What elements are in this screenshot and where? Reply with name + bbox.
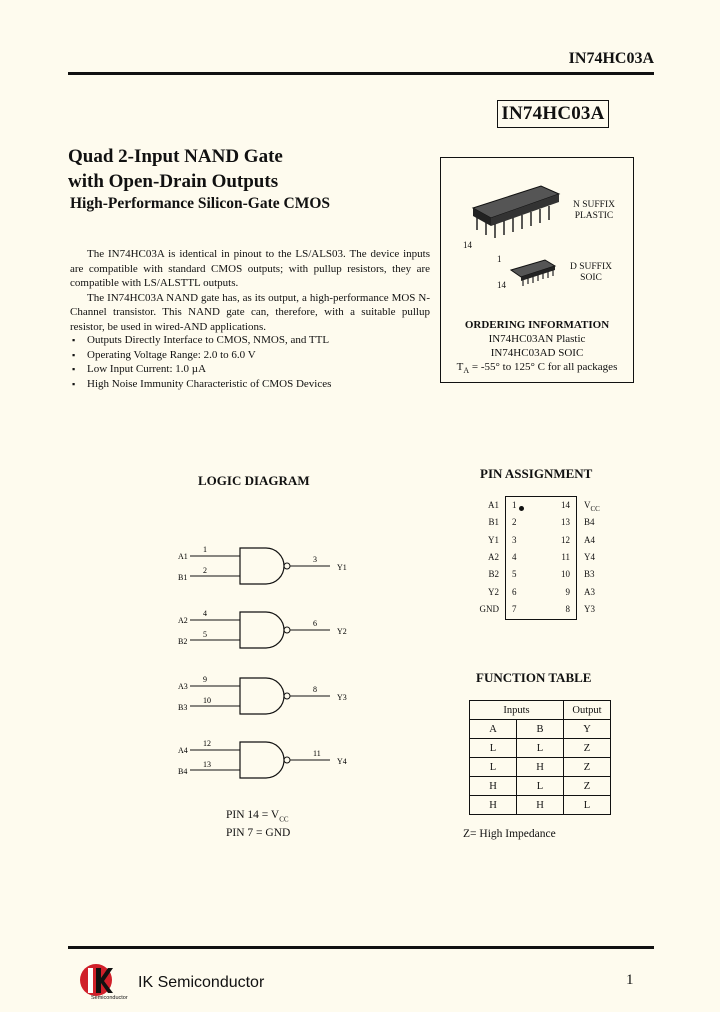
title-line-2: with Open-Drain Outputs (68, 171, 279, 192)
pin-y-label: 11 (313, 749, 321, 758)
pin-left-number: 3 (512, 534, 517, 545)
pin-assignment-heading: PIN ASSIGNMENT (480, 466, 593, 481)
pin-b-label: 10 (203, 696, 211, 705)
output-header: Output (564, 701, 611, 720)
pin-left-name: Y1 (488, 534, 499, 545)
pin-right-name: A3 (584, 586, 595, 597)
pin-b-label: 13 (203, 760, 211, 769)
logic-diagram (170, 540, 360, 780)
dip-pin1-label: 1 (497, 254, 502, 264)
input-a-label: A3 (178, 682, 188, 691)
pin-left-number: 4 (512, 551, 517, 562)
description-para-2: The IN74HC03A NAND gate has, as its output, a high-performance MOS N-Channel transistor. This NAND gate can, therefore, with a suitable pullup resistor, be used in wired-AND applications. (70, 291, 430, 333)
pin-a-label: 1 (203, 545, 207, 554)
inputs-header: Inputs (470, 701, 564, 720)
input-b-label: B3 (178, 703, 188, 712)
nand-gate-2 (178, 609, 347, 648)
pin-left-number: 5 (512, 569, 517, 580)
pin-left-name: B2 (488, 569, 499, 580)
input-b-label: B1 (178, 573, 188, 582)
pin-right-number: 10 (561, 569, 570, 580)
pin-right-number: 8 (565, 603, 570, 614)
footer-rule (68, 946, 654, 949)
ordering-line-2: IN74HC03AD SOIC (490, 347, 584, 359)
output-label: Y1 (337, 563, 347, 572)
pin-y-label: 6 (313, 619, 317, 628)
pin-right-number: 11 (561, 551, 570, 562)
header-rule (68, 72, 654, 75)
column-header: B (517, 720, 564, 739)
dip-pin14-label: 14 (463, 240, 472, 250)
soic-pin14-label: 14 (497, 280, 506, 290)
feature-item: ▪ Outputs Directly Interface to CMOS, NMOS, and TTL (70, 333, 430, 348)
pin-right-name: B3 (584, 569, 595, 580)
package-box (440, 157, 634, 383)
pin-right-number: 14 (561, 500, 570, 510)
pin-left-number: 2 (512, 517, 517, 528)
input-b-label: B4 (178, 767, 188, 776)
pin-right-name: Y4 (584, 551, 595, 562)
pin-left-name: A1 (488, 500, 499, 510)
package-illustration (441, 158, 633, 308)
table-row: H L Z (470, 777, 611, 796)
title-line-1: Quad 2-Input NAND Gate (68, 146, 283, 167)
dip-package-icon (473, 186, 559, 238)
d-suffix-label: D SUFFIX SOIC (570, 262, 612, 283)
description-para-1: The IN74HC03A is identical in pinout to the LS/ALS03. The device inputs are compatible with standard CMOS outputs; with pullup resistors, they are compatible with LS/ALSTTL outputs. (70, 248, 430, 290)
pin-b-label: 2 (203, 566, 207, 575)
output-label: Y4 (337, 757, 347, 766)
pin-a-label: 12 (203, 739, 211, 748)
subtitle: High-Performance Silicon-Gate CMOS (70, 195, 331, 212)
pin-y-label: 8 (313, 685, 317, 694)
pin-a-label: 4 (203, 609, 207, 618)
pin-y-label: 3 (313, 555, 317, 564)
feature-item: ▪ Operating Voltage Range: 2.0 to 6.0 V (70, 348, 430, 363)
nand-gate-3 (178, 675, 347, 714)
table-row: L H Z (470, 758, 611, 777)
logo-subtext: Semiconductor (91, 995, 128, 1001)
company-name: IK Semiconductor (138, 974, 265, 991)
n-suffix-label: N SUFFIX PLASTIC (573, 200, 615, 221)
nand-gate-1 (178, 545, 347, 584)
input-a-label: A1 (178, 552, 188, 561)
page-number: 1 (626, 972, 634, 988)
pin-b-label: 5 (203, 630, 207, 639)
pin-right-name: Y3 (584, 603, 595, 614)
input-b-label: B2 (178, 637, 188, 646)
input-a-label: A4 (178, 746, 188, 755)
pin14-note: PIN $14 = V_{CC}$ (226, 809, 289, 824)
output-label: Y3 (337, 693, 347, 702)
ordering-heading: ORDERING INFORMATION (464, 319, 610, 331)
boxed-part-number: IN74HC03A (497, 100, 609, 128)
ordering-temp: $T_A = -55^\circ$ to 125° C for all packages (456, 361, 618, 376)
function-table-note: Z= High Impedance (463, 828, 556, 840)
nand-gate-4 (178, 739, 347, 778)
pin-left-number: 6 (512, 586, 517, 597)
pin-left-name: GND (479, 603, 499, 614)
column-header: A (470, 720, 517, 739)
function-table-heading: FUNCTION TABLE (476, 670, 592, 685)
feature-item: ▪ High Noise Immunity Characteristic of CMOS Devices (70, 377, 430, 392)
pin-left-number: 7 (512, 603, 517, 614)
function-table (469, 700, 611, 815)
pin-left-name: A2 (488, 551, 499, 562)
description (70, 247, 430, 335)
pin-left-number: 1 (512, 500, 517, 510)
pin-right-number: 12 (561, 534, 570, 545)
ordering-line-1: IN74HC03AN Plastic (488, 333, 586, 345)
pin-right-name: B4 (584, 517, 595, 528)
pin-left-name: B1 (488, 517, 499, 528)
pin-a-label: 9 (203, 675, 207, 684)
feature-list (70, 333, 430, 391)
soic-package-icon (511, 260, 555, 286)
header-part-number: IN74HC03A (568, 50, 654, 67)
pin7-note: PIN 7 = GND (226, 827, 291, 840)
pin-notes (226, 808, 290, 840)
table-row: L L Z (470, 739, 611, 758)
pin-right-name: A4 (584, 534, 595, 545)
pin-right-number: 9 (565, 586, 570, 597)
pin-left-name: Y2 (488, 586, 499, 597)
pin-right-number: 13 (561, 517, 570, 528)
logic-diagram-heading: LOGIC DIAGRAM (198, 473, 310, 488)
pin1-dot (519, 506, 524, 511)
table-row: H H L (470, 796, 611, 815)
feature-item: ▪ Low Input Current: 1.0 µA (70, 362, 430, 377)
output-label: Y2 (337, 627, 347, 636)
pin-right-name: $V_{CC}$ (584, 500, 600, 513)
input-a-label: A2 (178, 616, 188, 625)
column-header: Y (564, 720, 611, 739)
ordering-info (441, 318, 633, 378)
